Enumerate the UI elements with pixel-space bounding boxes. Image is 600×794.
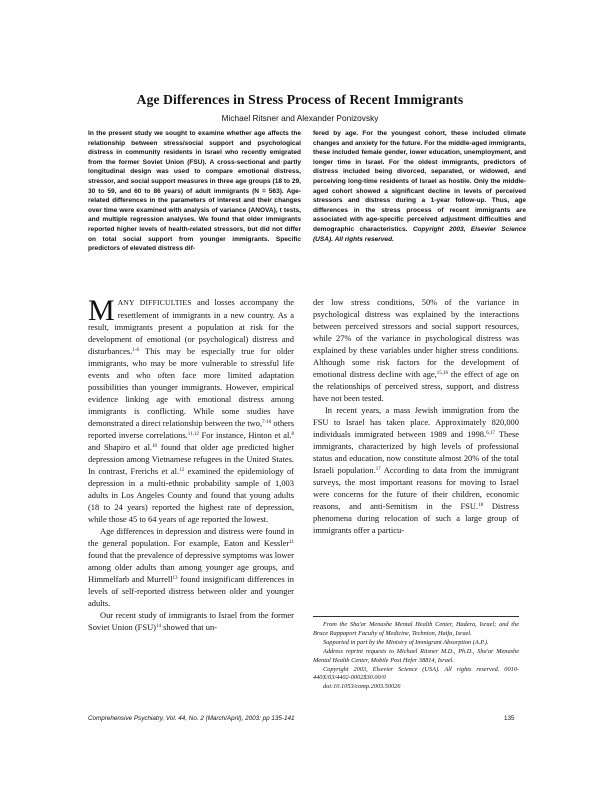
citation: 14 xyxy=(155,624,161,629)
paragraph-3-continued: showed that un- xyxy=(160,622,217,632)
drop-cap: M xyxy=(88,294,115,327)
body-left-column xyxy=(88,296,294,633)
citation: 8 xyxy=(291,432,295,437)
abstract-right-column xyxy=(313,129,526,244)
footnote-support: Supported in part by the Ministry of Immigrant Absorption (A.P.). xyxy=(323,638,489,646)
page-number: 135 xyxy=(504,715,515,722)
body-right-column xyxy=(313,296,519,536)
article-authors: Michael Ritsner and Alexander Ponizovsky xyxy=(221,113,379,123)
abstract-left-column xyxy=(88,129,301,254)
abstract-text-left: In the present study we sought to examine whether age affects the relationship between stress/social support and psychological distress in community residents in Israel who recently emigrated from the former Soviet Union (FSU). A cross-sectional and partly longitudinal design was used to compare emotional distress, stressor, and social support measures in three age groups (18 to 29, 30 to 59, and 60 to 86 years) of adult immigrants (N = 563). Age-related differences in the parameters of interest and their changes over time were examined with analysis of variance (ANOVA), t tests, and multiple regression analyses. We found that older immigrants reported higher levels of health-related stressors, but did not differ on total social support from younger immigrants. Specific predictors of elevated distress dif- xyxy=(88,130,301,253)
body-paragraph-4: In recent years, a mass Jewish immigration from the FSU to Israel has taken place. Approximately 820,000 individuals immigrated between 1989 and 1998.$^{6,17}$ These immigrants, characterized by high levels of professional status and education, now constitute almost 20% of the total Israeli population.$^{17}$ According to data from the immigrant surveys, the most important reasons for moving to Israel were concerns for the future of their children, economic reasons, and anti-Semitism in the FSU.$^{18}$ Distress phenomena during relocation of such a large group of immigrants offer a particu- xyxy=(313,405,520,535)
footnote-affiliation: From the Sha'ar Menashe Mental Health Center, Hadera, Israel; and the Bruce Rappaport Faculty of Medicine, Technion, Haifa, Israel. xyxy=(313,621,519,637)
abstract-copyright: Copyright 2003, Elsevier Science (USA). All rights reserved. xyxy=(313,225,526,243)
footnote-reprints: Address reprint requests to Michael Ritsner M.D., Ph.D., Sha'ar Menashe Mental Health Center, Mobile Post Hefer 38814, Israel. xyxy=(313,647,519,664)
footnote-doi: doi:10.1053/comp.2003.50026 xyxy=(323,683,401,691)
citation: 1-6 xyxy=(132,348,139,353)
citation: 13 xyxy=(172,576,178,581)
citation: 12 xyxy=(179,468,185,473)
article-title: Age Differences in Stress Process of Recent Immigrants xyxy=(136,92,464,107)
citation: 17 xyxy=(375,467,381,472)
citation: 11,12 xyxy=(187,432,199,437)
citation: 7-10 xyxy=(262,420,272,425)
journal-citation: Comprehensive Psychiatry, Vol. 44, No. 2 (March/April), 2003: pp 135-141 xyxy=(88,715,295,722)
body-paragraph-2: Age differences in depression and distress were found in the general population. For example, Eaton and Kessler$^{11}$ found that the prevalence of depressive symptoms was lower among older adults than among younger age groups, and Himmelfarb and Murrell$^{13}$ found insignificant differences in levels of self-reported distress between older and younger adults. xyxy=(88,526,294,608)
abstract-text-right: fered by age. For the youngest cohort, these included climate changes and anxiety for the future. For the middle-aged immigrants, these included female gender, lower education, unemployment, and longer time in Israel. For the oldest immigrants, predictors of distress included being divorced, separated, or widowed, and perceiving long-time residents of Israel as hostile. Only the middle-aged cohort showed a significant decline in levels of perceived stressors and distress during a 1-year follow-up. Thus, age differences in the stress process of recent immigrants are associated with age-specific perceived adjustment difficulties and demographic characteristics. xyxy=(313,130,526,233)
citation: 11 xyxy=(289,540,294,545)
citation: 10 xyxy=(152,444,158,449)
citation: 15,16 xyxy=(436,371,449,376)
body-paragraph-1: MANY DIFFICULTIES and losses accompany the resettlement of immigrants in a new country. As a result, immigrants present a population at risk for the development of emotional (or psychological) distress and disturbances.$^{1-6}$ This may be especially true for older immigrants, who may be more vulnerable to stressful life events and who often face more limited adaptation possibilities than younger immigrants. However, empirical evidence linking age with emotional distress among immigrants is conflicting. While some studies have demonstrated a direct relationship between the two,$^{7-10}$ others reported inverse correlations.$^{11,12}$ For instance, Hinton et al.$^8$ and Shapiro et al.$^{10}$ found that older age predicted higher depression among Vietnamese refugees in the United States. In contrast, Frerichs et al.$^{12}$ examined the epidemiology of depression in a multi-ethnic probability sample of 1,003 adults in Los Angeles County and found that young adults (18 to 24 years) reported the highest rate of depression, while those 45 to 64 years of age reported the lowest. xyxy=(88,294,295,524)
footnote-copyright: Copyright 2003, Elsevier Science (USA). All rights reserved. 0010-440X/03/4402-0002$30.00/0 xyxy=(313,665,519,682)
citation: 6,17 xyxy=(486,431,495,436)
body-paragraph-3-cont: der low stress conditions, 50% of the variance in psychological distress was explained by the interactions between perceived stressors and social support resources, while 27% of the variance in psychological distress was explained by these variables under higher stress conditions. Although some risk factors for the development of emotional distress decline with age,$^{15,16}$ the effect of age on the relationships of perceived stress, support, and distress have not been tested. xyxy=(313,297,520,403)
lead-caps: ANY DIFFICULTIES xyxy=(117,298,192,307)
body-paragraph-3: Our recent study of immigrants to Israel from the former Soviet Union (FSU)$^{14}$ showed that un- xyxy=(88,610,294,632)
citation: 18 xyxy=(478,503,484,508)
footnotes xyxy=(313,616,519,692)
